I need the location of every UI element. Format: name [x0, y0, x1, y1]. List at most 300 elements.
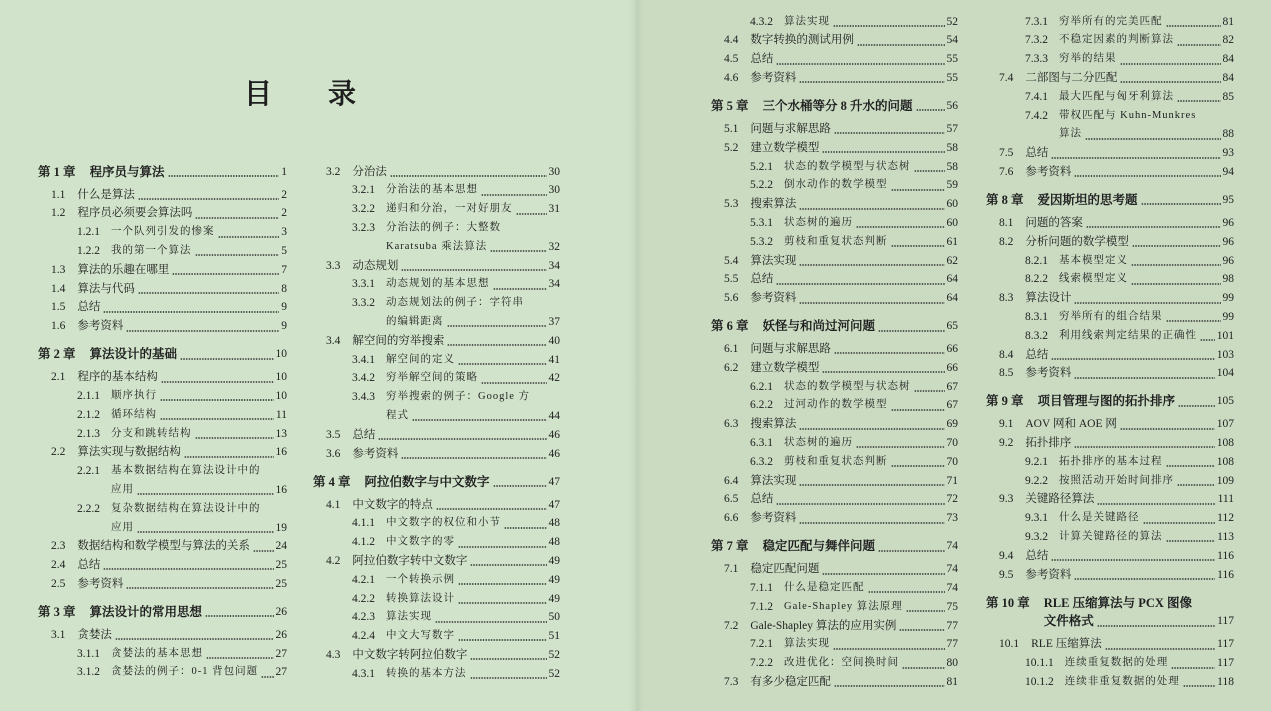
entry-body	[784, 214, 958, 233]
entry-title: Gale-Shapley 算法的应用实例	[750, 619, 897, 632]
entry-line	[750, 560, 958, 579]
entry-line-continued	[386, 407, 560, 426]
entry-body	[77, 280, 287, 299]
entry-line	[750, 673, 958, 692]
entry-body	[1059, 50, 1234, 69]
section-number: 9.3.1	[1025, 512, 1048, 525]
section-number: 3.2.1	[352, 184, 375, 197]
entry-title: 线索模型定义	[1059, 273, 1128, 285]
page-number: 9	[281, 301, 287, 314]
entry-title: 分支和跳转结构	[111, 427, 192, 439]
page-number: 69	[946, 418, 958, 431]
dot-leader	[161, 381, 274, 383]
page-number: 7	[281, 263, 287, 276]
toc-section-entry	[711, 139, 958, 158]
entry-body	[77, 575, 287, 594]
page-number: 55	[946, 53, 958, 66]
section-number: 7.1.1	[750, 582, 773, 595]
entry-line	[386, 369, 560, 388]
dot-leader	[1200, 339, 1215, 341]
entry-line	[750, 139, 958, 158]
entry-line	[352, 426, 560, 445]
toc-subsection-entry	[313, 219, 560, 257]
dot-leader	[1177, 484, 1215, 486]
page-number: 82	[1222, 34, 1234, 47]
dot-leader	[914, 170, 945, 172]
dot-leader	[458, 546, 547, 548]
page-number: 84	[1222, 53, 1234, 66]
entry-body	[1025, 144, 1234, 163]
entry-body	[750, 415, 958, 434]
entry-line	[386, 514, 560, 533]
entry-title: 算法实现	[750, 474, 797, 487]
entry-title: 状态树的遍历	[784, 437, 853, 449]
entry-title: 一个转换示例	[386, 573, 455, 585]
entry-title: 什么是稳定匹配	[784, 582, 865, 594]
entry-line	[386, 219, 560, 238]
dot-leader	[1074, 175, 1220, 177]
entry-title: 算法实现与数据结构	[77, 446, 181, 459]
dot-leader	[195, 217, 279, 219]
entry-line	[784, 378, 958, 397]
dot-leader	[138, 198, 279, 200]
toc-section-entry	[313, 163, 560, 182]
section-number: 3.4.3	[352, 391, 375, 404]
toc-section-entry	[313, 332, 560, 351]
section-number: 7.1.2	[750, 600, 773, 613]
section-number: 4.2	[326, 554, 341, 567]
dot-leader	[1183, 685, 1215, 687]
toc-subsection-entry	[313, 294, 560, 332]
toc-section-entry	[38, 298, 287, 317]
entry-title: 稳定匹配问题	[750, 563, 820, 576]
entry-line	[750, 359, 958, 378]
entry-title: RLE 压缩算法与 PCX 图像	[1043, 595, 1193, 610]
entry-line	[1025, 566, 1234, 585]
section-number: 3.4.2	[352, 372, 375, 385]
toc-section-entry	[38, 204, 287, 223]
entry-title: 项目管理与图的拓扑排序	[1037, 394, 1176, 409]
dot-leader	[1051, 157, 1220, 159]
dot-leader	[458, 583, 547, 585]
dot-leader	[833, 648, 945, 650]
entry-line	[111, 425, 287, 444]
toc-section-entry	[711, 509, 958, 528]
page-number: 67	[946, 399, 958, 412]
page-number: 13	[275, 427, 287, 440]
section-number: 8.2.1	[1025, 254, 1048, 267]
dot-leader	[1166, 465, 1215, 467]
entry-line	[784, 654, 958, 673]
entry-body	[77, 298, 287, 317]
page-number: 55	[946, 71, 958, 84]
toc-subsection-entry	[986, 31, 1234, 50]
toc-chapter-entry	[711, 537, 958, 556]
entry-body	[1031, 635, 1234, 654]
section-number: 4.5	[724, 53, 739, 66]
section-number: 6.3.2	[750, 455, 773, 468]
toc-section-entry	[986, 144, 1234, 163]
section-number: 1.4	[51, 282, 66, 295]
section-number: 6.3	[724, 418, 739, 431]
dot-leader	[206, 657, 274, 659]
toc-section-entry	[38, 368, 287, 387]
dot-leader	[799, 484, 944, 486]
toc-subsection-entry	[38, 223, 287, 242]
toc-section-entry	[711, 359, 958, 378]
entry-line	[111, 500, 287, 519]
page-number: 56	[946, 99, 958, 112]
page-number: 42	[548, 372, 560, 385]
toc-subsection-entry	[711, 13, 958, 32]
entry-body	[1025, 69, 1234, 88]
toc-subsection-entry	[986, 50, 1234, 69]
entry-title: 分治法的基本思想	[386, 184, 478, 196]
entry-line	[1025, 547, 1234, 566]
entry-line	[365, 473, 560, 492]
entry-title: 带权匹配与 Kuhn-Munkres	[1059, 109, 1197, 121]
entry-line	[750, 195, 958, 214]
entry-body	[1025, 415, 1234, 434]
section-number: 7.4.1	[1025, 90, 1048, 103]
section-number: 5.2.2	[750, 179, 773, 192]
entry-title: 穷举所有的组合结果	[1059, 310, 1163, 322]
section-number: 7.2.1	[750, 638, 773, 651]
entry-line	[1059, 107, 1234, 126]
section-number: 10.1	[999, 638, 1020, 651]
entry-line	[77, 556, 287, 575]
entry-title: 参考资料	[1025, 367, 1072, 380]
toc-section-entry	[711, 50, 958, 69]
entry-body	[1065, 654, 1234, 673]
entry-line	[386, 388, 560, 407]
page-number: 49	[548, 554, 560, 567]
entry-body	[77, 537, 287, 556]
entry-line	[784, 635, 958, 654]
page-number: 111	[1217, 493, 1234, 506]
dot-leader	[261, 676, 273, 678]
entry-body	[1065, 673, 1234, 692]
entry-line-continued	[111, 481, 287, 500]
page-number: 58	[946, 141, 958, 154]
entry-line	[763, 317, 958, 336]
entry-body	[1059, 252, 1234, 271]
entry-title: 贪婪法	[77, 628, 112, 641]
section-number: 1.3	[51, 263, 66, 276]
entry-title: 问题与求解思路	[750, 343, 831, 356]
section-number: 6.1	[724, 343, 739, 356]
section-number: 10.1.2	[1025, 676, 1054, 689]
entry-body	[750, 509, 958, 528]
entry-line	[386, 665, 560, 684]
page-number: 60	[946, 216, 958, 229]
page-number: 74	[946, 563, 958, 576]
toc-section-entry	[313, 445, 560, 464]
section-number: 7.5	[999, 147, 1014, 160]
entry-body	[1059, 13, 1234, 32]
entry-title: 总结	[1025, 549, 1049, 562]
entry-body	[784, 598, 958, 617]
entry-body	[386, 351, 560, 370]
section-number: 7.2	[724, 619, 739, 632]
entry-title: 总结	[750, 273, 774, 286]
dot-leader	[126, 330, 279, 332]
dot-leader	[1166, 320, 1221, 322]
dot-leader	[1143, 522, 1216, 524]
entry-line	[763, 97, 958, 116]
toc-section-entry	[313, 496, 560, 515]
toc-subsection-entry	[986, 509, 1234, 528]
dot-leader	[470, 658, 546, 660]
entry-body	[1059, 31, 1234, 50]
section-number: 8.2	[999, 235, 1014, 248]
entry-title-continued: Karatsuba 乘法算法	[386, 240, 488, 252]
entry-body	[1059, 453, 1234, 472]
toc-subsection-entry	[38, 663, 287, 682]
entry-title: 不稳定因素的判断算法	[1059, 34, 1174, 46]
page-number: 70	[946, 437, 958, 450]
section-number: 6.6	[724, 512, 739, 525]
entry-body	[111, 223, 287, 242]
toc-subsection-entry	[986, 308, 1234, 327]
dot-leader	[493, 288, 547, 290]
section-number: 8.1	[999, 216, 1014, 229]
page-number: 105	[1216, 395, 1234, 408]
dot-leader	[902, 667, 945, 669]
entry-title-continued: 文件格式	[1043, 614, 1094, 629]
page-number: 19	[275, 521, 287, 534]
entry-title: 连续重复数据的处理	[1064, 657, 1169, 669]
section-number: 9.5	[999, 568, 1014, 581]
section-number: 7.2.2	[750, 657, 773, 670]
page-number: 72	[946, 493, 958, 506]
entry-title: 爱因斯坦的思考题	[1037, 192, 1138, 207]
page-number: 116	[1217, 549, 1234, 562]
entry-body	[77, 186, 287, 205]
section-number: 7.4.2	[1025, 109, 1048, 122]
section-number: 4.6	[724, 71, 739, 84]
entry-line	[784, 158, 958, 177]
page-number: 65	[946, 320, 958, 333]
entry-body	[750, 472, 958, 491]
dot-leader	[1085, 138, 1221, 140]
dot-leader	[878, 330, 944, 332]
entry-line	[1025, 163, 1234, 182]
dot-leader	[1132, 245, 1221, 247]
page-number: 113	[1217, 531, 1234, 544]
entry-body	[90, 345, 287, 364]
toc-section-entry	[986, 434, 1234, 453]
dot-leader	[1131, 283, 1221, 285]
toc-subsection-entry	[313, 533, 560, 552]
entry-title: 转换算法设计	[386, 592, 455, 604]
dot-leader	[504, 527, 547, 529]
page-number: 74	[946, 582, 958, 595]
section-number: 5.3	[724, 198, 739, 211]
entry-body	[1025, 434, 1234, 453]
entry-body	[386, 514, 560, 533]
entry-line	[1044, 594, 1234, 613]
toc-section-entry	[38, 556, 287, 575]
page-number: 16	[275, 483, 287, 496]
section-number: 3.3.1	[352, 278, 375, 291]
entry-line	[90, 163, 287, 182]
dot-leader	[834, 685, 945, 687]
page-number: 104	[1216, 367, 1234, 380]
entry-body	[90, 163, 287, 182]
entry-line	[750, 509, 958, 528]
entry-line	[750, 270, 958, 289]
entry-title: 循环结构	[111, 408, 157, 420]
entry-title: 状态的数学模型与状态树	[784, 160, 911, 172]
entry-line	[386, 590, 560, 609]
page-number: 77	[946, 638, 958, 651]
entry-line	[77, 537, 287, 556]
entry-line	[386, 627, 560, 646]
section-number: 2.1.3	[77, 427, 100, 440]
dot-leader	[195, 437, 274, 439]
dot-leader	[1097, 625, 1215, 627]
toc-chapter-entry	[313, 473, 560, 492]
entry-body	[750, 617, 958, 636]
entry-body	[111, 425, 287, 444]
right-page	[636, 0, 1271, 711]
dot-leader	[856, 226, 945, 228]
toc-subsection-entry	[313, 514, 560, 533]
section-number: 8.3	[999, 292, 1014, 305]
dot-leader	[891, 409, 945, 411]
toc-subsection-entry	[711, 579, 958, 598]
entry-body	[1059, 88, 1234, 107]
entry-body	[784, 233, 958, 252]
entry-title: 程序员与算法	[89, 164, 165, 179]
entry-line	[1059, 472, 1234, 491]
dot-leader	[878, 550, 944, 552]
entry-title: 什么是算法	[77, 188, 135, 201]
entry-line	[386, 200, 560, 219]
entry-body	[784, 579, 958, 598]
dot-leader	[115, 638, 274, 640]
entry-line	[77, 280, 287, 299]
entry-body	[750, 50, 958, 69]
dot-leader	[891, 465, 945, 467]
entry-line	[750, 340, 958, 359]
dot-leader	[1120, 428, 1215, 430]
entry-title: 一个队列引发的惨案	[111, 226, 215, 238]
entry-title: 计算关键路径的算法	[1059, 531, 1163, 543]
page-number: 112	[1217, 512, 1234, 525]
entry-line	[1059, 13, 1234, 32]
toc-subsection-entry	[38, 387, 287, 406]
entry-title: 动态规划的基本思想	[386, 278, 490, 290]
page-number: 47	[548, 498, 560, 511]
section-number: 4.2.2	[352, 592, 375, 605]
page-number: 96	[1222, 216, 1234, 229]
page-number: 10	[275, 348, 287, 361]
dot-leader	[1166, 25, 1221, 27]
entry-body	[1059, 528, 1234, 547]
section-number: 3.5	[326, 428, 341, 441]
toc-section-entry	[38, 537, 287, 556]
entry-line	[77, 443, 287, 462]
page-number: 75	[946, 600, 958, 613]
chapter-number: 第 1 章	[38, 164, 76, 179]
toc-chapter-entry	[986, 594, 1234, 632]
page-number: 34	[548, 278, 560, 291]
entry-line	[1031, 635, 1234, 654]
dot-leader	[1105, 648, 1215, 650]
entry-line	[1025, 144, 1234, 163]
entry-title: 解空间的穷举搜索	[352, 334, 445, 347]
page-number: 26	[275, 628, 287, 641]
entry-line	[1059, 453, 1234, 472]
page-number: 54	[946, 34, 958, 47]
dot-leader	[436, 508, 547, 510]
page-number: 37	[548, 315, 560, 328]
toc-subsection-entry	[986, 270, 1234, 289]
page-number: 88	[1222, 128, 1234, 141]
entry-title: 穷举所有的完美匹配	[1059, 15, 1163, 27]
entry-body	[1059, 308, 1234, 327]
dot-leader	[401, 457, 546, 459]
toc-section-entry	[711, 195, 958, 214]
section-number: 5.1	[724, 122, 739, 135]
page-number: 47	[548, 475, 560, 488]
section-number: 1.2.2	[77, 244, 100, 257]
section-number: 4.1.2	[352, 536, 375, 549]
entry-body	[77, 368, 287, 387]
toc-section-entry	[38, 443, 287, 462]
entry-title: 参考资料	[750, 512, 797, 525]
entry-line	[111, 663, 287, 682]
entry-line	[77, 298, 287, 317]
entry-line	[750, 472, 958, 491]
entry-title: 数据结构和数学模型与算法的关系	[77, 540, 250, 553]
entry-body	[386, 275, 560, 294]
entry-body	[750, 270, 958, 289]
page-number: 64	[946, 273, 958, 286]
entry-line	[111, 645, 287, 664]
entry-body	[352, 552, 560, 571]
section-number: 3.1.1	[77, 647, 100, 660]
toc-subsection-entry	[313, 351, 560, 370]
entry-title: 解空间的定义	[386, 353, 455, 365]
entry-title: 阿拉伯数字转中文数字	[352, 554, 468, 567]
entry-body	[1059, 509, 1234, 528]
toc-subsection-entry	[986, 673, 1234, 692]
entry-title: 基本模型定义	[1059, 254, 1128, 266]
entry-line	[1059, 528, 1234, 547]
entry-body	[763, 97, 958, 116]
entry-title: 有多少稳定匹配	[750, 676, 831, 689]
toc-subsection-entry	[313, 665, 560, 684]
page-number: 27	[275, 666, 287, 679]
dot-leader	[799, 264, 944, 266]
chapter-number: 第 10 章	[986, 595, 1030, 610]
entry-line	[1059, 509, 1234, 528]
page-number: 46	[548, 428, 560, 441]
toc-subsection-entry	[313, 200, 560, 219]
toc-section-entry	[711, 120, 958, 139]
section-number: 4.3	[326, 648, 341, 661]
entry-title: 参考资料	[77, 577, 124, 590]
dot-leader	[168, 175, 280, 177]
entry-title: 连续非重复数据的处理	[1064, 676, 1180, 688]
entry-title: 中文数字的零	[386, 536, 455, 548]
toc-section-entry	[38, 280, 287, 299]
entry-body	[365, 473, 560, 492]
entry-title: 顺序执行	[111, 389, 157, 401]
